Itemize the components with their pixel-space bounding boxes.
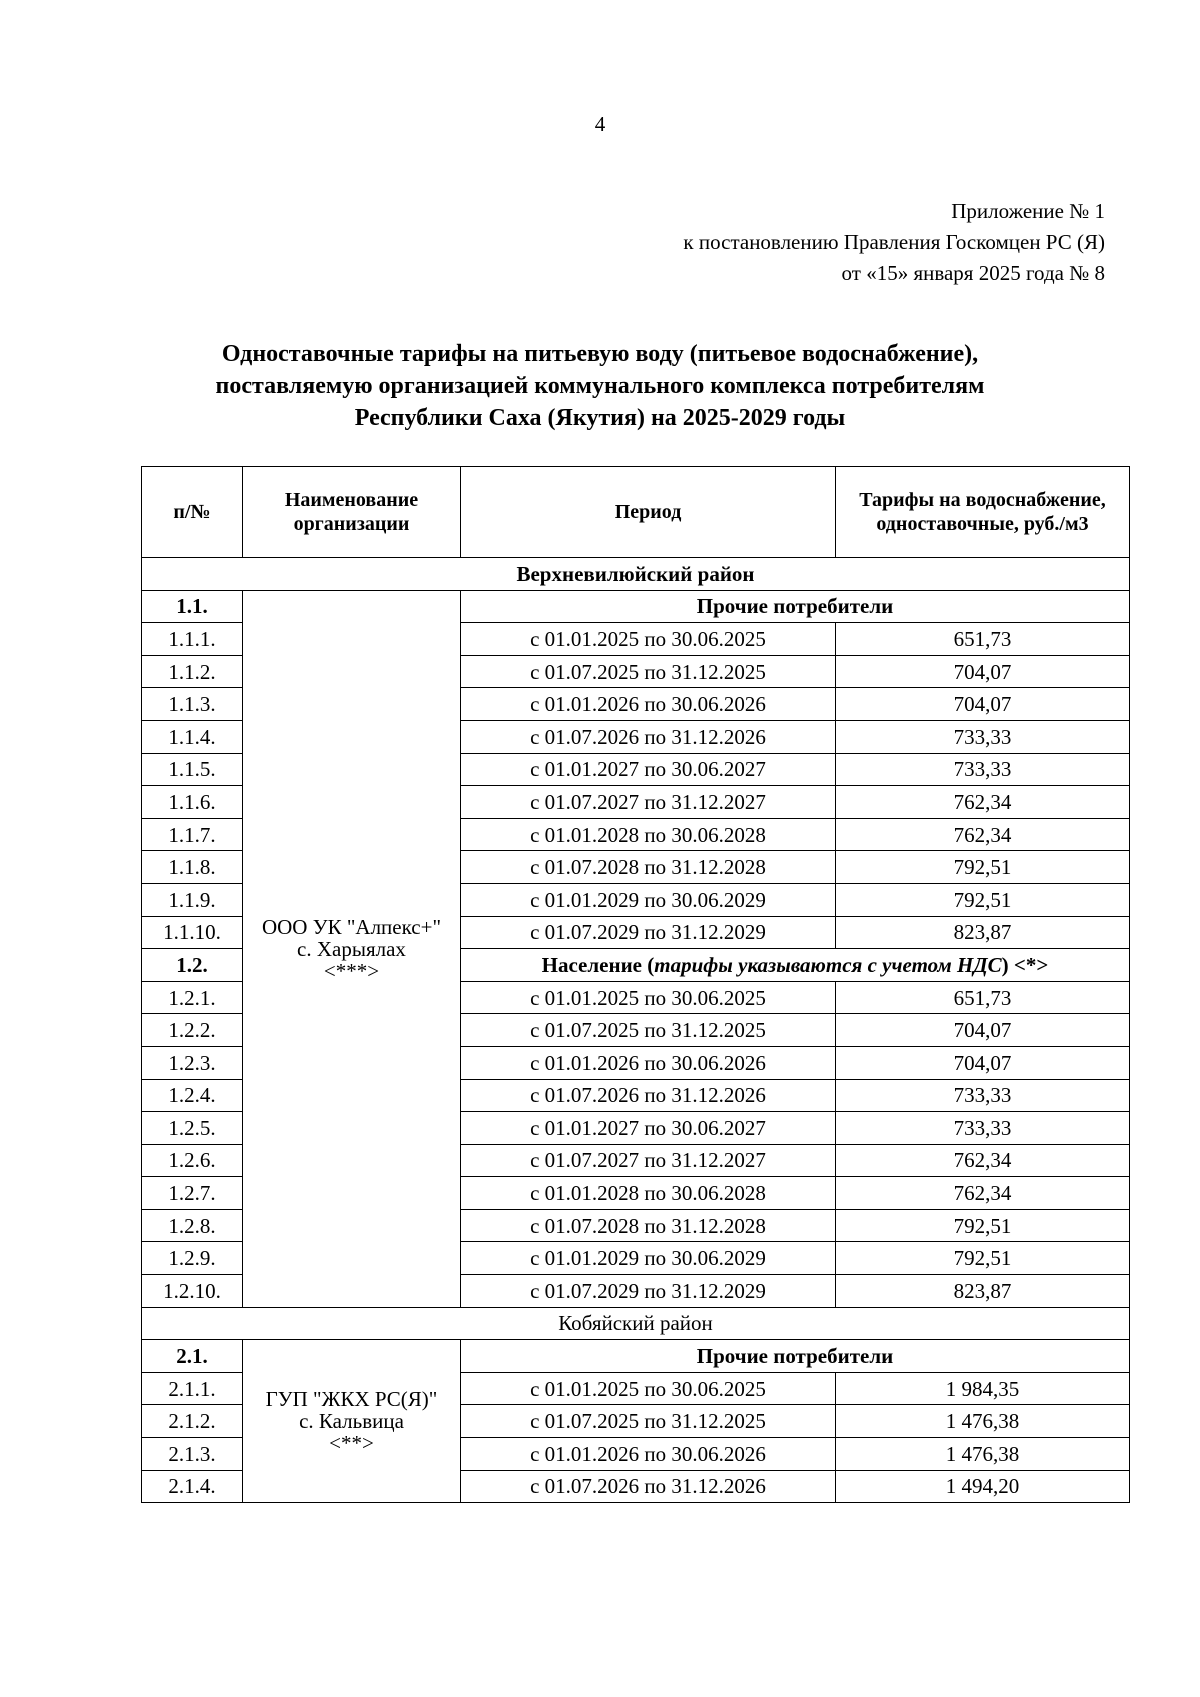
group-row bbox=[142, 1340, 1130, 1373]
org-line-2: с. Харыялах bbox=[297, 936, 406, 961]
row-num: 2.1.2. bbox=[142, 1405, 243, 1438]
row-tariff: 733,33 bbox=[836, 720, 1130, 753]
org-line-3: <**> bbox=[329, 1431, 374, 1456]
group-num: 1.1. bbox=[142, 590, 243, 623]
row-num: 1.2.4. bbox=[142, 1079, 243, 1112]
row-tariff: 1 476,38 bbox=[836, 1405, 1130, 1438]
row-period: с 01.01.2025 по 30.06.2025 bbox=[461, 623, 836, 656]
row-tariff: 704,07 bbox=[836, 1014, 1130, 1047]
title-line-3: Республики Саха (Якутия) на 2025-2029 годы bbox=[354, 405, 846, 431]
row-period: с 01.01.2027 по 30.06.2027 bbox=[461, 753, 836, 786]
row-num: 1.1.5. bbox=[142, 753, 243, 786]
row-tariff: 704,07 bbox=[836, 1046, 1130, 1079]
row-num: 1.2.5. bbox=[142, 1112, 243, 1145]
row-tariff: 762,34 bbox=[836, 1144, 1130, 1177]
row-period: с 01.01.2026 по 30.06.2026 bbox=[461, 1046, 836, 1079]
org-line-1: ООО УК "Алпекс+" bbox=[261, 914, 442, 939]
row-num: 1.2.8. bbox=[142, 1209, 243, 1242]
row-period: с 01.07.2029 по 31.12.2029 bbox=[461, 1275, 836, 1308]
row-tariff: 762,34 bbox=[836, 818, 1130, 851]
row-num: 1.1.2. bbox=[142, 655, 243, 688]
row-period: с 01.07.2027 по 31.12.2027 bbox=[461, 1144, 836, 1177]
district-row bbox=[142, 1307, 1130, 1340]
row-tariff: 704,07 bbox=[836, 655, 1130, 688]
row-tariff: 792,51 bbox=[836, 1209, 1130, 1242]
header-period: Период bbox=[461, 467, 836, 558]
row-num: 1.2.9. bbox=[142, 1242, 243, 1275]
document-title bbox=[100, 338, 1100, 434]
group-label: Прочие потребители bbox=[461, 590, 1130, 623]
row-num: 1.2.3. bbox=[142, 1046, 243, 1079]
row-tariff: 792,51 bbox=[836, 883, 1130, 916]
row-period: с 01.01.2027 по 30.06.2027 bbox=[461, 1112, 836, 1145]
row-period: с 01.01.2025 по 30.06.2025 bbox=[461, 1372, 836, 1405]
district-name: Кобяйский район bbox=[142, 1307, 1130, 1340]
row-num: 1.1.7. bbox=[142, 818, 243, 851]
row-num: 2.1.3. bbox=[142, 1438, 243, 1471]
row-period: с 01.07.2025 по 31.12.2025 bbox=[461, 1014, 836, 1047]
header-org: Наименование организации bbox=[243, 467, 461, 558]
row-period: с 01.07.2025 по 31.12.2025 bbox=[461, 1405, 836, 1438]
appendix-line-1: Приложение № 1 bbox=[951, 199, 1105, 223]
district-row bbox=[142, 558, 1130, 591]
tariffs-table bbox=[141, 466, 1130, 1503]
row-period: с 01.01.2026 по 30.06.2026 bbox=[461, 688, 836, 721]
row-num: 1.1.3. bbox=[142, 688, 243, 721]
row-tariff: 1 984,35 bbox=[836, 1372, 1130, 1405]
row-tariff: 823,87 bbox=[836, 1275, 1130, 1308]
row-num: 1.2.7. bbox=[142, 1177, 243, 1210]
row-num: 1.1.6. bbox=[142, 786, 243, 819]
organization-name bbox=[243, 590, 461, 1307]
org-line-1: ГУП "ЖКХ РС(Я)" bbox=[265, 1387, 438, 1412]
row-tariff: 733,33 bbox=[836, 753, 1130, 786]
group-label-start: Население ( bbox=[541, 952, 655, 977]
row-period: с 01.07.2026 по 31.12.2026 bbox=[461, 1470, 836, 1503]
title-line-2: поставляемую организацией коммунального комплекса потребителям bbox=[215, 373, 985, 399]
row-tariff: 762,34 bbox=[836, 786, 1130, 819]
row-period: с 01.01.2025 по 30.06.2025 bbox=[461, 981, 836, 1014]
row-num: 1.1.10. bbox=[142, 916, 243, 949]
appendix-line-3: от «15» января 2025 года № 8 bbox=[841, 261, 1105, 285]
row-period: с 01.07.2026 по 31.12.2026 bbox=[461, 720, 836, 753]
row-tariff: 651,73 bbox=[836, 623, 1130, 656]
organization-name bbox=[243, 1340, 461, 1503]
title-line-1: Одноставочные тарифы на питьевую воду (питьевое водоснабжение), bbox=[221, 341, 979, 367]
group-row bbox=[142, 590, 1130, 623]
row-num: 1.1.9. bbox=[142, 883, 243, 916]
row-num: 2.1.4. bbox=[142, 1470, 243, 1503]
org-line-3: <***> bbox=[323, 958, 380, 983]
org-line-2: с. Кальвица bbox=[299, 1409, 404, 1434]
row-tariff: 651,73 bbox=[836, 981, 1130, 1014]
row-num: 2.1.1. bbox=[142, 1372, 243, 1405]
row-period: с 01.01.2026 по 30.06.2026 bbox=[461, 1438, 836, 1471]
row-period: с 01.07.2028 по 31.12.2028 bbox=[461, 1209, 836, 1242]
row-period: с 01.07.2027 по 31.12.2027 bbox=[461, 786, 836, 819]
row-period: с 01.07.2026 по 31.12.2026 bbox=[461, 1079, 836, 1112]
row-tariff: 1 476,38 bbox=[836, 1438, 1130, 1471]
row-tariff: 792,51 bbox=[836, 851, 1130, 884]
row-tariff: 733,33 bbox=[836, 1079, 1130, 1112]
row-tariff: 733,33 bbox=[836, 1112, 1130, 1145]
page-number: 4 bbox=[594, 112, 606, 136]
group-label: Прочие потребители bbox=[461, 1340, 1130, 1373]
row-num: 1.2.2. bbox=[142, 1014, 243, 1047]
row-num: 1.1.1. bbox=[142, 623, 243, 656]
row-tariff: 792,51 bbox=[836, 1242, 1130, 1275]
row-tariff: 1 494,20 bbox=[836, 1470, 1130, 1503]
group-label-end: ) <*> bbox=[1001, 952, 1049, 977]
row-period: с 01.07.2028 по 31.12.2028 bbox=[461, 851, 836, 884]
row-tariff: 762,34 bbox=[836, 1177, 1130, 1210]
row-num: 1.1.8. bbox=[142, 851, 243, 884]
row-period: с 01.07.2025 по 31.12.2025 bbox=[461, 655, 836, 688]
header-tariff: Тарифы на водоснабжение, одноставочные, руб./м3 bbox=[836, 467, 1130, 558]
table-header-row bbox=[142, 467, 1130, 558]
row-num: 1.1.4. bbox=[142, 720, 243, 753]
row-num: 1.2.10. bbox=[142, 1275, 243, 1308]
row-period: с 01.01.2029 по 30.06.2029 bbox=[461, 1242, 836, 1275]
group-label-italic: тарифы указываются с учетом НДС bbox=[654, 952, 1002, 977]
row-period: с 01.01.2028 по 30.06.2028 bbox=[461, 818, 836, 851]
row-tariff: 704,07 bbox=[836, 688, 1130, 721]
row-period: с 01.07.2029 по 31.12.2029 bbox=[461, 916, 836, 949]
header-num: п/№ bbox=[142, 467, 243, 558]
district-name: Верхневилюйский район bbox=[142, 558, 1130, 591]
appendix-reference bbox=[683, 196, 1105, 289]
row-num: 1.2.6. bbox=[142, 1144, 243, 1177]
appendix-line-2: к постановлению Правления Госкомцен РС (Я) bbox=[683, 230, 1105, 254]
row-num: 1.2.1. bbox=[142, 981, 243, 1014]
group-num: 2.1. bbox=[142, 1340, 243, 1373]
row-period: с 01.01.2028 по 30.06.2028 bbox=[461, 1177, 836, 1210]
group-label bbox=[461, 949, 1130, 982]
row-period: с 01.01.2029 по 30.06.2029 bbox=[461, 883, 836, 916]
group-num: 1.2. bbox=[142, 949, 243, 982]
row-tariff: 823,87 bbox=[836, 916, 1130, 949]
